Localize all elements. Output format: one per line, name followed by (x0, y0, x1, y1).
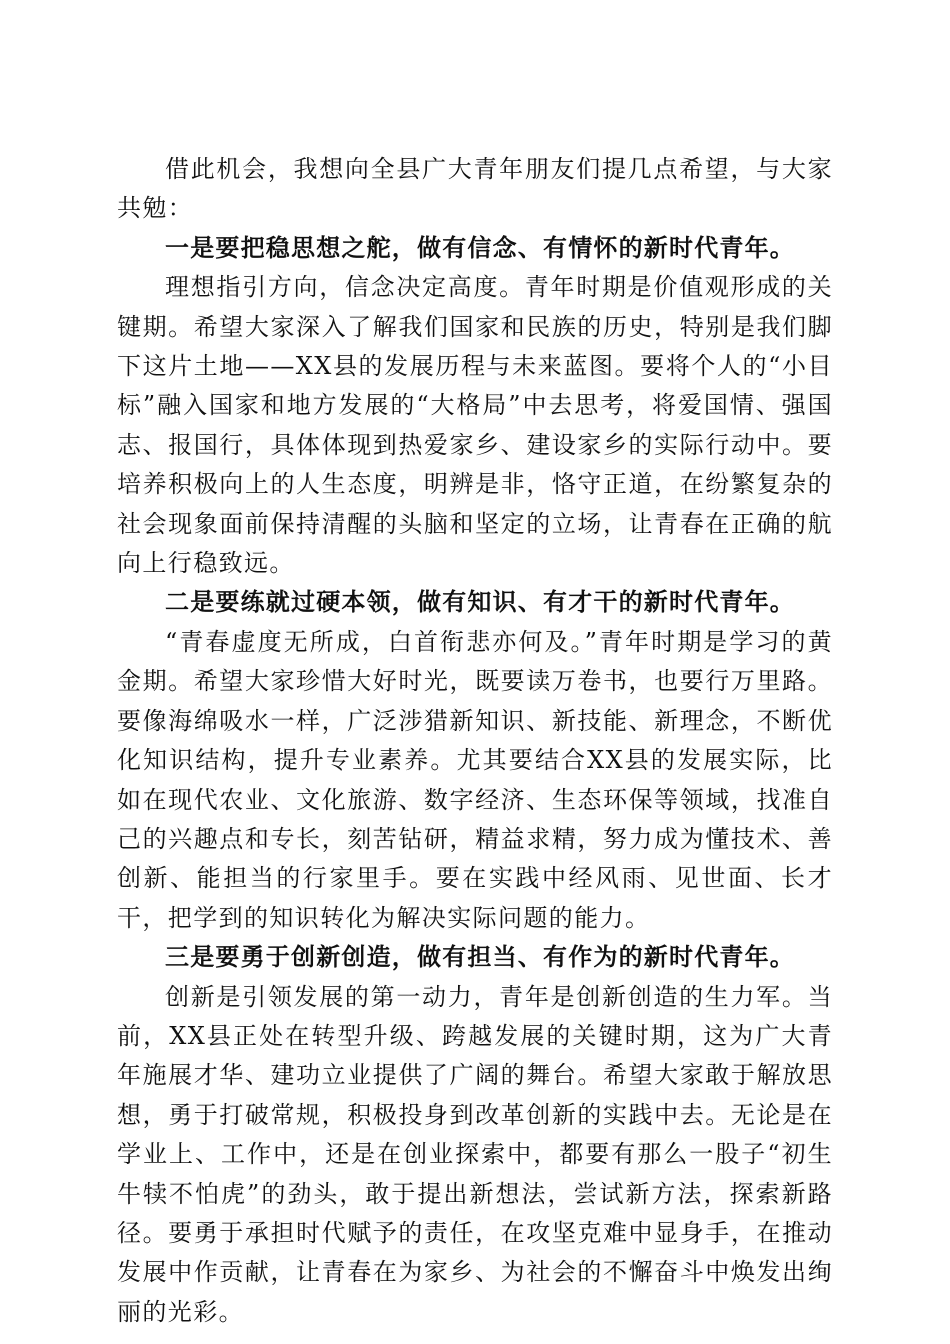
document-body (117, 150, 833, 1332)
section-paragraph-1: 理想指引方向，信念决定高度。青年时期是价值观形成的关键期。希望大家深入了解我们国家和民族的历史，特别是我们脚下这片土地——XX县的发展历程与未来蓝图。要将个人的“小目标”融入国家和地方发展的“大格局”中去思考，将爱国情、强国志、报国行，具体体现到热爱家乡、建设家乡的实际行动中。要培养积极向上的人生态度，明辨是非，恪守正道，在纷繁复杂的社会现象面前保持清醒的头脑和坚定的立场，让青春在正确的航向上行稳致远。 (117, 273, 833, 578)
section-paragraph-3: 创新是引领发展的第一动力，青年是创新创造的生力军。当前，XX县正处在转型升级、跨越发展的关键时期，这为广大青年施展才华、建功立业提供了广阔的舞台。希望大家敢于解放思想，勇于打破常规，积极投身到改革创新的实践中去。无论是在学业上、工作中，还是在创业探索中，都要有那么一股子“初生牛犊不怕虎”的劲头，敢于提出新想法，尝试新方法，探索新路径。要勇于承担时代赋予的责任，在攻坚克难中显身手，在推动发展中作贡献，让青春在为家乡、为社会的不懈奋斗中焕发出绚丽的光彩。 (117, 982, 833, 1326)
section-paragraph-2: “青春虚度无所成，白首衔悲亦何及。”青年时期是学习的黄金期。希望大家珍惜大好时光，既要读万卷书，也要行万里路。要像海绵吸水一样，广泛涉猎新知识、新技能、新理念，不断优化知识结构，提升专业素养。尤其要结合XX县的发展实际，比如在现代农业、文化旅游、数字经济、生态环保等领域，找准自己的兴趣点和专长，刻苦钻研，精益求精，努力成为懂技术、善创新、能担当的行家里手。要在实践中经风雨、见世面、长才干，把学到的知识转化为解决实际问题的能力。 (117, 627, 833, 932)
section-heading-3: 三是要勇于创新创造，做有担当、有作为的新时代青年。 (165, 943, 795, 972)
intro-paragraph: 借此机会，我想向全县广大青年朋友们提几点希望，与大家共勉： (117, 155, 833, 223)
section-heading-1: 一是要把稳思想之舵，做有信念、有情怀的新时代青年。 (165, 233, 795, 262)
section-heading-2: 二是要练就过硬本领，做有知识、有才干的新时代青年。 (165, 588, 795, 617)
